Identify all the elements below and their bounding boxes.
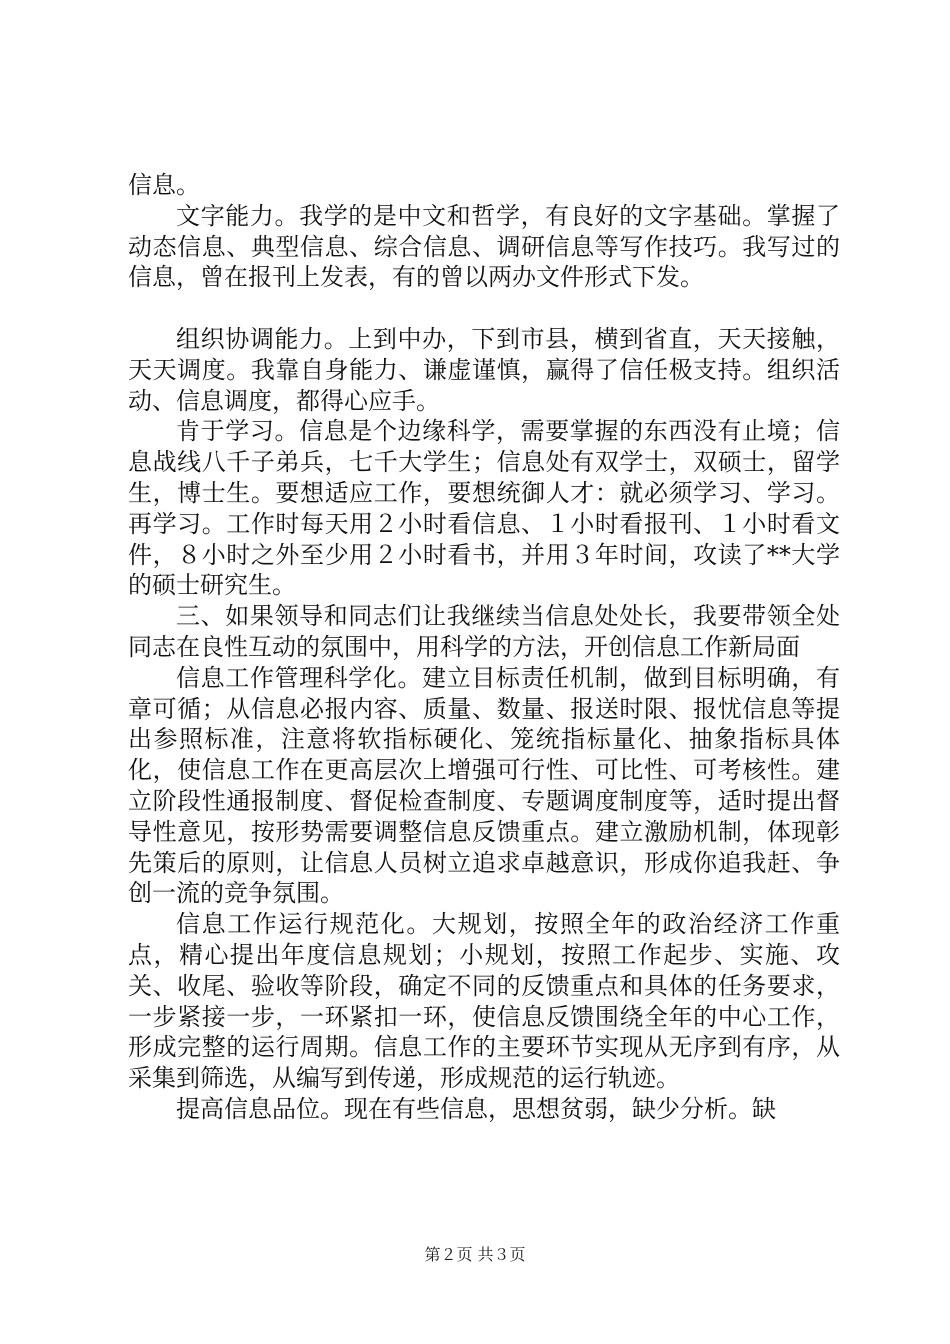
paragraph-writing-ability: 文字能力。我学的是中文和哲学，有良好的文字基础。掌握了动态信息、典型信息、综合信息、调研信息等写作技巧。我写过的信息，曾在报刊上发表，有的曾以两办文件形式下发。 — [128, 201, 840, 292]
paragraph-willing-to-learn: 肯于学习。信息是个边缘科学，需要掌握的东西没有止境；信息战线八千子弟兵，七千大学生；信息处有双学士，双硕士，留学生，博士生。要想适应工作，要想统御人才：就必须学习、学习。再学习。工作时每天用２小时看信息、１小时看报刊、１小时看文件，８小时之外至少用２小时看书，并用３年时间，攻读了**大学的硕士研究生。 — [128, 417, 840, 600]
paragraph-section-three-heading: 三、如果领导和同志们让我继续当信息处处长，我要带领全处同志在良性互动的氛围中，用科学的方法，开创信息工作新局面 — [128, 602, 840, 661]
paragraph-standardized-operation: 信息工作运行规范化。大规划，按照全年的政治经济工作重点，精心提出年度信息规划；小规划，按照工作起步、实施、攻关、收尾、验收等阶段，确定不同的反馈重点和具体的任务要求，一步紧接一步，一环紧扣一环，使信息反馈围绕全年的中心工作，形成完整的运行周期。信息工作的主要环节实现从无序到有序，从采集到筛选，从编写到传递，形成规范的运行轨迹。 — [128, 910, 840, 1093]
page-number-footer: 第２页 共３页 — [424, 1245, 526, 1264]
paragraph-continuation: 信息。 — [128, 171, 200, 199]
paragraph-coordination-ability: 组织协调能力。上到中办，下到市县，横到省直，天天接触，天天调度。我靠自身能力、谦虚谨慎，赢得了信任极支持。组织活动、信息调度，都得心应手。 — [128, 324, 840, 415]
document-body — [128, 170, 840, 1125]
paragraph-scientific-management: 信息工作管理科学化。建立目标责任机制，做到目标明确，有章可循；从信息必报内容、质量、数量、报送时限、报忧信息等提出参照标准，注意将软指标硬化、笼统指标量化、抽象指标具体化，使信息工作在更高层次上增强可行性、可比性、可考核性。建立阶段性通报制度、督促检查制度、专题调度制度等，适时提出督导性意见，按形势需要调整信息反馈重点。建立激励机制，体现彰先策后的原则，让信息人员树立追求卓越意识，形成你追我赶、争创一流的竞争氛围。 — [128, 663, 840, 908]
paragraph-improve-quality: 提高信息品位。现在有些信息，思想贫弱，缺少分析。缺 — [176, 1094, 776, 1123]
